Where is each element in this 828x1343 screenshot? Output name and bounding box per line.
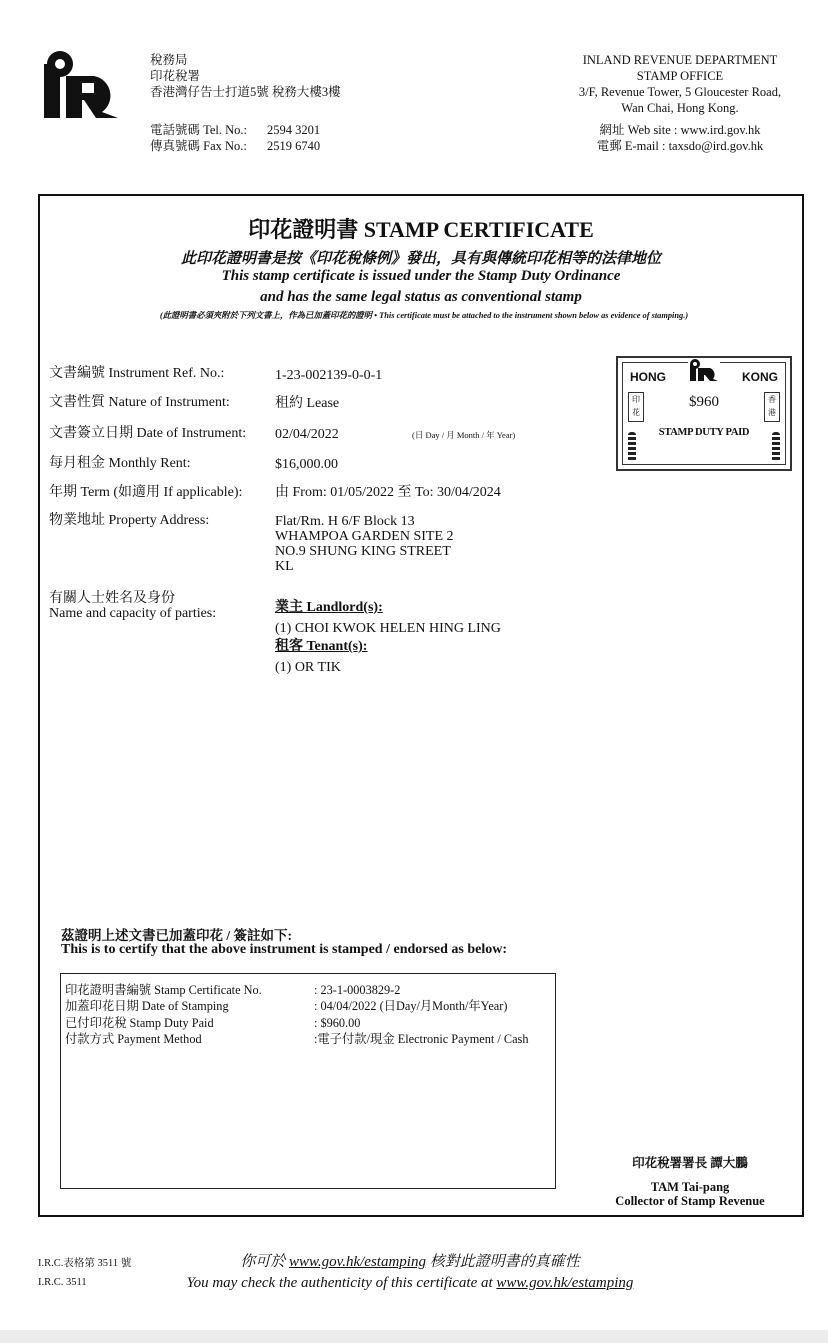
form-number	[38, 1254, 131, 1292]
estamping-link-en[interactable]: www.gov.hk/estamping	[496, 1275, 634, 1291]
office-address-zh	[150, 52, 341, 100]
parties-label-en: Name and capacity of parties:	[49, 606, 217, 621]
check-text-zh-post: 核對此證明書的真確性	[425, 1254, 580, 1270]
office-line: INLAND REVENUE DEPARTMENT	[582, 53, 778, 67]
certificate-title: 印花證明書 STAMP CERTIFICATE	[248, 217, 594, 242]
certify-statement-en: This is to certify that the above instrument is stamped / endorsed as below:	[61, 942, 508, 957]
certificate-note: (此證明書必須夾附於下列文書上，作為已加蓋印花的證明 • This certificate must be attached to the instrument shown below as evidence of stamping.)	[159, 311, 689, 320]
certify-statement-zh: 茲證明上述文書已加蓋印花 / 簽註如下:	[61, 928, 292, 943]
office-address-en	[545, 52, 815, 116]
estamping-link-zh[interactable]: www.gov.hk/estamping	[289, 1254, 426, 1270]
tenant-name: (1) OR TIK	[275, 660, 341, 675]
stamp-logo-icon	[688, 358, 720, 382]
detail-value: : $960.00	[314, 1016, 361, 1030]
address-line: KL	[275, 559, 294, 574]
detail-label: 加蓋印花日期 Date of Stamping	[65, 999, 229, 1013]
email-label: 電郵 E-mail :	[596, 139, 666, 153]
date-label: 文書簽立日期 Date of Instrument:	[49, 426, 247, 441]
date-value: 02/04/2022	[275, 427, 339, 442]
stamp-amount: $960	[689, 394, 719, 410]
tenant-heading: 租客 Tenant(s):	[275, 639, 368, 654]
stamp-word-kong: KONG	[742, 370, 778, 384]
web-label: 網址 Web site :	[599, 123, 678, 137]
rent-value: $16,000.00	[275, 457, 338, 472]
fax-label: 傳真號碼 Fax No.:	[150, 139, 247, 153]
ref-value: 1-23-002139-0-0-1	[275, 368, 383, 383]
detail-value: :電子付款/現金 Electronic Payment / Cash	[314, 1032, 529, 1046]
ird-logo-icon	[44, 50, 118, 120]
certificate-subtitle-en: This stamp certificate is issued under the Stamp Duty Ordinance	[221, 268, 621, 284]
detail-value: : 23-1-0003829-2	[314, 983, 401, 997]
viewer-bottom-bar	[0, 1330, 828, 1343]
office-line: Wan Chai, Hong Kong.	[621, 101, 739, 115]
form-number-zh: I.R.C.表格第 3511 號	[38, 1258, 132, 1269]
rent-label: 每月租金 Monthly Rent:	[49, 456, 191, 471]
date-format-hint: (日 Day / 月 Month / 年 Year)	[412, 430, 516, 440]
office-line: 稅務局	[150, 53, 188, 67]
collector-title-zh: 印花稅署署長 譚大鵬	[632, 1156, 748, 1170]
property-address	[275, 514, 454, 574]
stamp-word-hong: HONG	[630, 370, 666, 384]
coil-ornament-icon	[772, 432, 780, 462]
check-text-en: You may check the authenticity of this certificate at	[186, 1275, 497, 1291]
email-link[interactable]: taxsdo@ird.gov.hk	[668, 139, 764, 153]
authenticity-note	[150, 1252, 670, 1294]
detail-label: 印花證明書編號 Stamp Certificate No.	[65, 983, 262, 997]
nature-value: 租約 Lease	[275, 396, 340, 411]
office-line: 印花稅署	[150, 69, 201, 83]
landlord-name: (1) CHOI KWOK HELEN HING LING	[275, 621, 501, 636]
parties-label	[49, 591, 216, 621]
stamp-chop-left: 印花	[628, 392, 644, 422]
tel-label: 電話號碼 Tel. No.:	[150, 123, 248, 137]
stamp-chop-right: 香港	[764, 392, 780, 422]
stamp-paid-text: STAMP DUTY PAID	[658, 427, 750, 438]
contact-numbers	[150, 122, 320, 154]
form-number-en: I.R.C. 3511	[38, 1277, 87, 1288]
address-line: Flat/Rm. H 6/F Block 13	[275, 514, 415, 529]
office-line: STAMP OFFICE	[636, 69, 724, 83]
landlord-heading: 業主 Landlord(s):	[275, 600, 383, 615]
coil-ornament-icon	[628, 432, 636, 462]
address-label: 物業地址 Property Address:	[49, 513, 210, 528]
collector-title-en: Collector of Stamp Revenue	[615, 1194, 765, 1208]
address-line: NO.9 SHUNG KING STREET	[275, 544, 451, 559]
office-line: 香港灣仔告士打道5號 稅務大樓3樓	[150, 85, 341, 99]
address-line: WHAMPOA GARDEN SITE 2	[275, 529, 454, 544]
web-contacts	[560, 122, 800, 154]
fax-value: 2519 6740	[267, 139, 321, 153]
parties-label-zh: 有關人士姓名及身份	[49, 591, 175, 606]
term-value: 由 From: 01/05/2022 至 To: 30/04/2024	[275, 485, 501, 500]
check-text-zh: 你可於	[240, 1254, 290, 1270]
ref-label: 文書編號 Instrument Ref. No.:	[49, 366, 225, 381]
detail-value: : 04/04/2022 (日Day/月Month/年Year)	[314, 999, 508, 1013]
detail-label: 已付印花稅 Stamp Duty Paid	[65, 1016, 214, 1030]
office-line: 3/F, Revenue Tower, 5 Gloucester Road,	[578, 85, 782, 99]
collector-signature	[600, 1156, 780, 1208]
certificate-subtitle-en: and has the same legal status as conventional stamp	[260, 289, 582, 305]
collector-name: TAM Tai-pang	[650, 1180, 730, 1194]
nature-label: 文書性質 Nature of Instrument:	[49, 395, 230, 410]
term-label: 年期 Term (如適用 If applicable):	[49, 485, 243, 500]
web-link[interactable]: www.ird.gov.hk	[680, 123, 761, 137]
certificate-subtitle-zh: 此印花證明書是按《印花稅條例》發出，具有與傳統印花相等的法律地位	[180, 251, 661, 267]
stamp-duty-seal	[616, 356, 792, 471]
tel-value: 2594 3201	[267, 123, 321, 137]
detail-label: 付款方式 Payment Method	[65, 1032, 202, 1046]
